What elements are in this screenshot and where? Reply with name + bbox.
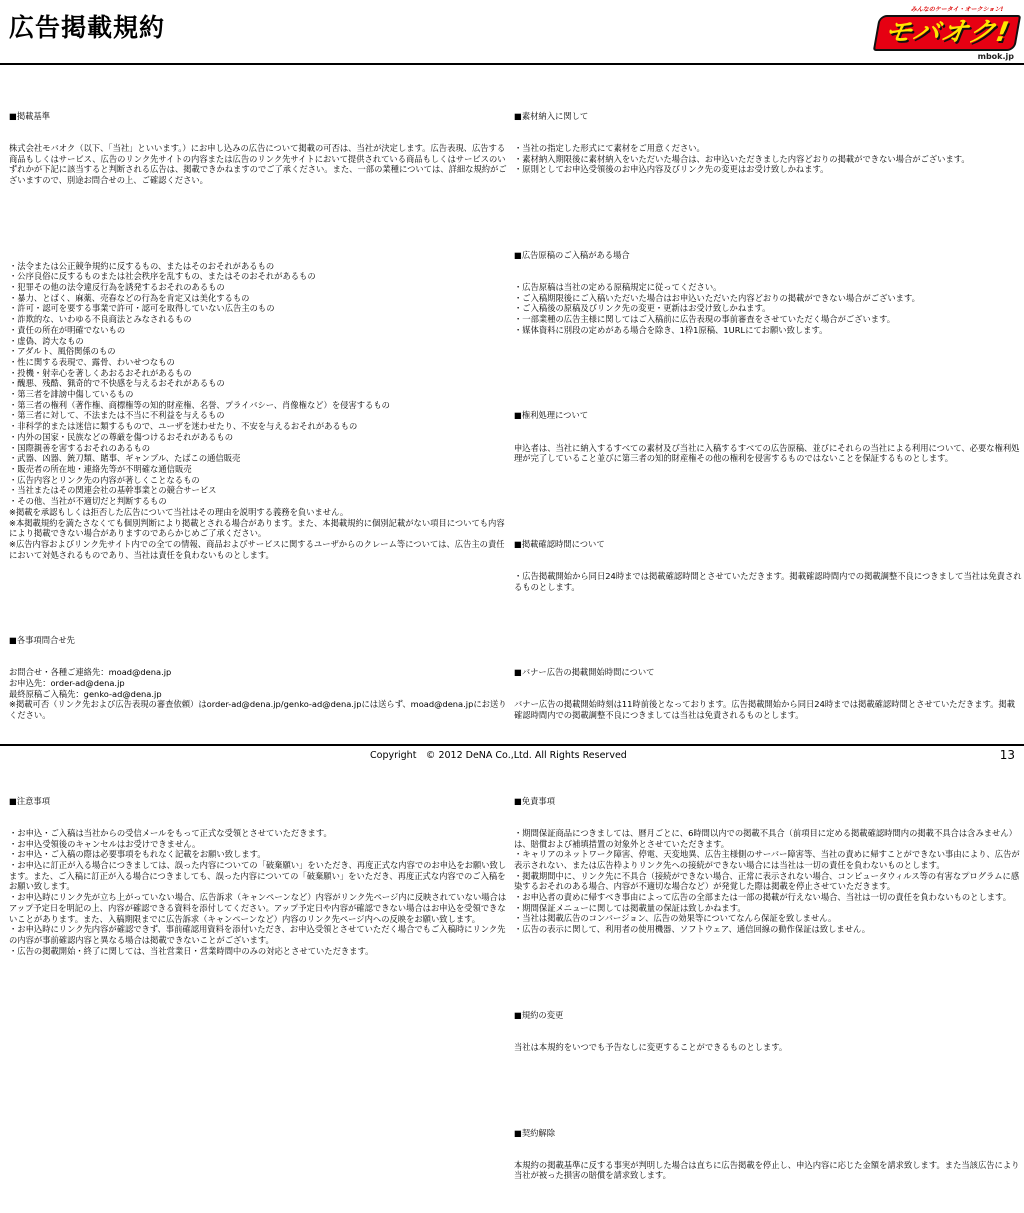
section-confirmation-time (514, 517, 1022, 613)
section-heading: ■バナー広告の掲載開始時間について (514, 667, 655, 678)
section-heading: ■契約解除 (514, 1127, 556, 1138)
section-body: 当社は本規約をいつでも予告なしに変更することができるものとします。 (514, 1041, 788, 1052)
logo-tagline: みんなのケータイ・オークション! (910, 6, 1004, 13)
section-banner-start-time (514, 646, 1022, 742)
section-listing-criteria (9, 89, 507, 207)
section-heading: ■免責事項 (514, 795, 556, 806)
header-divider (0, 63, 1024, 65)
section-contacts (9, 614, 507, 742)
section-termination (514, 1106, 1022, 1202)
section-body: 申込者は、当社に納入するすべての素材及び当社に入稿するすべての広告原稿、並びにそれらの当社による利用について、必要な権利処理が完了していること並びに第三者の知的財産権その他の権利を侵害するものではないことを保証するものとします。 (514, 442, 1020, 464)
section-body: ・広告掲載開始から同日24時までは掲載確認時間とさせていただきます。掲載確認時間内での掲載調整不良につきまして当社は免責されるものとします。 (514, 571, 1022, 592)
section-prohibited-list (9, 239, 507, 582)
section-heading: ■規約の変更 (514, 1009, 564, 1020)
section-notes (9, 774, 507, 977)
copyright-text: Copyright © 2012 DeNA Co.,Ltd. All Rights Reserved (370, 750, 627, 761)
section-body: ・期間保証商品につきましては、暦月ごとに、6時間以内での掲載不具合（前項目に定める掲載確認時間内の掲載不具合は含みません）は、賠償および補填措置の対象外とさせていただきます。 ・キャリアのネットワーク障害、停電、天変地異、広告主様側のサーバー障害等、当社の責めに帰すことができない事由により、広告が表示されない、または広告枠よりリンク先への接続ができない場合には当社は一切の責任を負わないものとします。 ・掲載期間中に、リンク先に不具合（接続ができない場合、正常に表示されない場合、コンピュータウィルス等の有害なプログラムに感染するおそれのある場合、内容が不適切な場合など）が発覚した際は掲載を停止させていただきます。 ・お申込者の責めに帰すべき事由によって広告の全部または一部の掲載が行えない場合、当社は一切の責任を負わないものとします。 ・期間保証メニューに関しては掲載量の保証は致しかねます。 ・当社は掲載広告のコンバージョン、広告の効果等についてなんら保証を致しません。 ・広告の表示に関して、利用者の使用機器、ソフトウェア、通信回線の動作保証は致しません。 (514, 827, 1020, 935)
section-terms-change (514, 988, 1022, 1074)
section-body: ・お申込・ご入稿は当社からの受信メールをもって正式な受領とさせていただきます。 ・お申込受領後のキャンセルはお受けできません。 ・お申込・ご入稿の際は必要事項をもれなく記載をお願い致します。 ・お申込に訂正が入る場合につきましては、誤った内容についての「破棄願い」をいただき、再度正式な内容でのお申込をお願い致します。また、ご入稿に訂正が入る場合につきましても、誤った内容についての「破棄願い」をいただき、再度正式な内容でのご入稿をお願い致します。 ・お申込時にリンク先が立ち上がっていない場合、広告訴求（キャンペーンなど）内容がリンク先ページ内に反映されていない場合はアップ予定日を明記の上、内容が確認できる資料を添付してください。アップ予定日や内容が確認できない場合はお申込を受領できないことがあります。また、入稿期限までに広告訴求（キャンペーンなど）内容のリンク先ページ内への反映をお願い致します。 ・お申込時にリンク先内容が確認できず、事前確認用資料を添付いただき、お申込受領とさせていただく場合でもご入稿時にリンク先の内容が事前確認内容と異なる場合は掲載できないことがございます。 ・広告の掲載開始・終了に関しては、当社営業日・営業時間中のみの対応とさせていただきます。 (9, 827, 507, 956)
section-material-delivery (514, 89, 1022, 196)
section-body: ・法令または公正競争規約に反するもの、またはそのおそれがあるもの ・公序良俗に反するものまたは社会秩序を乱すもの、またはそのおそれがあるもの ・犯罪その他の法令違反行為を誘発するおそれのあるもの ・暴力、とばく、麻薬、売春などの行為を肯定又は美化するもの ・許可・認可を要する事業で許可・認可を取得していない広告主のもの ・詐欺的な、いわゆる不良商法とみなされるもの ・責任の所在が明確でないもの ・虚偽、誇大なもの ・アダルト、風俗関係のもの ・性に関する表現で、露骨、わいせつなもの ・投機・射幸心を著しくあおるおそれがあるもの ・醜悪、残酷、猟奇的で不快感を与えるおそれがあるもの ・第三者を誹謗中傷しているもの ・第三者の権利（著作権、商標権等の知的財産権、名誉、プライバシー、肖像権など）を侵害するもの ・第三者に対して、不法または不当に不利益を与えるもの ・非科学的または迷信に類するもので、ユーザを迷わせたり、不安を与えるおそれがあるもの ・内外の国家・民族などの尊厳を傷つけるおそれがあるもの ・国際親善を害するおそれのあるもの ・武器、凶器、銃刀類、賭事、ギャンブル、たばこの通信販売 ・販売者の所在地・連絡先等が不明確な通信販売 ・広告内容とリンク先の内容が著しくことなるもの ・当社またはその関連会社の基幹事業との競合サービス ・その他、当社が不適切だと判断するもの ※掲載を承認もしくは拒否した広告について当社はその理由を説明する義務を負いません。 ※本掲載規約を満たさなくても個別判断により掲載とされる場合があります。また、本掲載規約に個別記載がない項目についても内容により掲載できない場合がありますのであらかじめご了承ください。 ※広告内容およびリンク先サイト内での全ての情報、商品およびサービスに関するユーザからのクレーム等については、広告主の責任において対処されるものであり、当社は責任を負わないものとします。 (9, 260, 505, 560)
mobaoku-logo[interactable] (876, 4, 1018, 64)
section-body: お問合せ・各種ご連絡先：moad@dena.jp お申込先：order-ad@dena.jp 最終原稿ご入稿先：genko-ad@dena.jp ※掲載可否（リンク先および広告表現の審査依頼）はorder-ad@dena.jp/genko-ad@dena.jpには送らず、moad@dena.jpにお送りください。 (9, 667, 507, 721)
section-heading: ■素材納入に関して (514, 110, 589, 121)
section-ad-manuscript (514, 229, 1022, 357)
section-body: バナー広告の掲載開始時刻は11時前後となっております。広告掲載開始から同日24時までは掲載確認時間とさせていただきます。掲載確認時間内での掲載調整不良につきましては当社は免責されるものとします。 (514, 699, 1016, 721)
section-heading: ■広告原稿のご入稿がある場合 (514, 249, 630, 260)
section-rights (514, 389, 1022, 485)
section-heading: ■権利処理について (514, 410, 589, 421)
section-body: ・当社の指定した形式にて素材をご用意ください。 ・素材納入期限後に素材納入をいただいた場合は、お申込いただきました内容どおりの掲載ができない場合がございます。 ・原則としてお申込受領後のお申込内容及びリンク先の変更はお受け致しかねます。 (514, 142, 970, 175)
logo-wordmark: モバオク! (873, 15, 1021, 51)
page-number: 13 (999, 748, 1015, 762)
section-disclaimer (514, 774, 1022, 956)
section-heading: ■掲載確認時間について (514, 538, 605, 549)
section-heading: ■各事項問合せ先 (9, 635, 75, 646)
section-heading: ■注意事項 (9, 795, 51, 806)
section-heading: ■掲載基準 (9, 110, 51, 121)
section-body: ・広告原稿は当社の定める原稿規定に従ってください。 ・ご入稿期限後にご入稿いただいた場合はお申込いただいた内容どおりの掲載ができない場合がございます。 ・ご入稿後の原稿及びリンク先の変更・更新はお受け致しかねます。 ・一部業種の広告主様に関してはご入稿前に広告表現の事前審査をさせていただく場合がございます。 ・媒体資料に別段の定めがある場合を除き、1枠1原稿、1URLにてお願い致します。 (514, 282, 920, 335)
page-title: 広告掲載規約 (9, 13, 166, 42)
section-body: 本規約の掲載基準に反する事実が判明した場合は直ちに広告掲載を停止し、申込内容に応じた金額を請求致します。また当該広告により当社が被った損害の賠償を請求致します。 (514, 1159, 1020, 1181)
footer-divider (0, 744, 1024, 746)
section-body: 株式会社モバオク（以下、「当社」といいます。）にお申し込みの広告について掲載の可否は、当社が決定します。広告表現、広告する商品もしくはサービス、広告のリンク先サイトの内容または広告のリンク先サイトにおいて提供されている商品もしくはサービスのいずれかが下記に該当すると判断される広告は、掲載できかねますのでご了承ください。また、一部の業種については、詳細な規約がございますので、別途お問合せの上、ご確認ください。 (9, 142, 507, 186)
logo-domain: mbok.jp (977, 52, 1014, 61)
